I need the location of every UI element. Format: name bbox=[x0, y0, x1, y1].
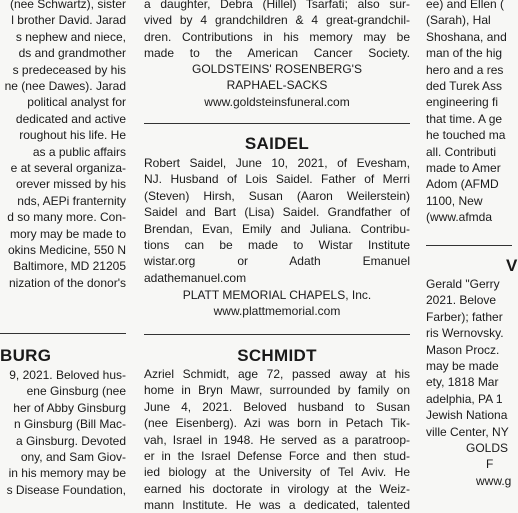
notice-line: Jewish Nationa bbox=[426, 408, 508, 423]
notice-line: ville Center, NY bbox=[426, 424, 509, 439]
notice-line: nization of the donor's bbox=[8, 275, 126, 290]
middle-divider-1 bbox=[144, 123, 410, 124]
notice-line: d so many more. Con- bbox=[7, 210, 126, 225]
funeral-home-line: www.goldsteinsfuneral.com bbox=[204, 94, 350, 109]
notice-line: roughout his life. He bbox=[19, 128, 126, 143]
notice-line: nds, AEPi franternity bbox=[17, 193, 126, 208]
notice-line: dren. Contributions in his memory may be bbox=[144, 29, 410, 44]
notice-line: adathemanuel.com bbox=[144, 270, 247, 285]
right-heading: V bbox=[506, 256, 518, 275]
notice-line: Robert Saidel, June 10, 2021, of Evesham, bbox=[144, 156, 410, 170]
notice-line: (Steven) Hirsh, Susan (Aaron Weilerstein) bbox=[144, 188, 410, 203]
notice-line: Adom (AFMD bbox=[426, 177, 499, 192]
notice-line: her of Abby Ginsburg bbox=[13, 400, 126, 415]
saidel-heading: SAIDEL bbox=[244, 134, 310, 153]
notice-line: NJ. Husband of Lois Saidel. Father of Merri bbox=[144, 172, 410, 187]
notice-line: man of the hig bbox=[426, 46, 503, 61]
funeral-home-line: www.g bbox=[476, 473, 512, 488]
schmidt-heading: SCHMIDT bbox=[237, 346, 317, 365]
notice-line: he touched ma bbox=[426, 128, 506, 143]
notice-line: ded Turek Ass bbox=[426, 79, 503, 93]
middle-column bbox=[144, 0, 410, 512]
notice-line: vived by 4 grandchildren & 4 great-grandchil- bbox=[144, 13, 410, 28]
notice-line: (nee Schwartz), sister bbox=[9, 0, 126, 11]
notice-line: June 4, 2021. Beloved husband to Susan bbox=[144, 399, 410, 414]
notice-line: as a public affairs bbox=[32, 144, 126, 159]
funeral-home-line: PLATT MEMORIAL CHAPELS, Inc. bbox=[182, 288, 372, 302]
notice-line: ds and grandmother bbox=[18, 46, 126, 61]
notice-line: all. Contributi bbox=[426, 144, 497, 159]
notice-line: wistar.org or Adath Emanuel bbox=[144, 254, 410, 269]
notice-line: may be made bbox=[426, 359, 499, 373]
notice-line: s Disease Foundation, bbox=[6, 482, 126, 497]
notice-line: political analyst for bbox=[27, 95, 126, 110]
notice-line: mann Institute. He was a dedicated, talented bbox=[144, 498, 410, 513]
notice-line: (www.afmda bbox=[426, 210, 493, 225]
notice-line: (Sarah), Hal bbox=[426, 13, 491, 28]
notice-line: 2021. Belove bbox=[426, 293, 497, 308]
middle-divider-2 bbox=[144, 334, 410, 335]
notice-line: mory may be made to bbox=[9, 226, 126, 241]
funeral-home-line: RAPHAEL-SACKS bbox=[226, 78, 328, 93]
notice-line: Azriel Schmidt, age 72, passed away at his bbox=[144, 367, 410, 381]
notice-line: made to Amer bbox=[426, 161, 501, 175]
notice-line: n Ginsburg (Bill Mac- bbox=[13, 417, 126, 432]
notice-line: dedicated and active bbox=[15, 111, 126, 126]
notice-line: adelphia, PA 1 bbox=[426, 391, 503, 406]
right-column bbox=[426, 0, 518, 512]
notice-line: vah, Israel in 1948. He served as a paratroop- bbox=[144, 432, 410, 447]
notice-line: earned his doctorate in virology at the Weiz- bbox=[144, 481, 410, 496]
right-divider bbox=[426, 245, 512, 246]
notice-line: in his memory may be bbox=[8, 466, 126, 481]
left-column bbox=[0, 0, 128, 512]
notice-line: ety, 1818 Mar bbox=[426, 375, 499, 390]
left-divider bbox=[0, 333, 126, 334]
notice-line: 9, 2021. Beloved hus- bbox=[9, 368, 126, 382]
funeral-home-line: GOLDS bbox=[466, 441, 509, 455]
notice-line: a daughter, Debra (Hillel) Tsarfati; also sur- bbox=[144, 0, 410, 11]
notice-line: ee) and Ellen ( bbox=[426, 0, 505, 11]
notice-line: that time. A ge bbox=[426, 111, 503, 126]
notice-line: engineering fi bbox=[426, 95, 499, 110]
funeral-home-line: www.plattmemorial.com bbox=[213, 304, 341, 319]
notice-line: Farber); father bbox=[426, 309, 503, 324]
notice-line: ied biology at the University of Tel Aviv. He bbox=[144, 465, 410, 480]
notice-line: s predeceased by his bbox=[12, 62, 126, 77]
notice-line: er in the Israel Defense Force and then stud- bbox=[144, 449, 410, 463]
funeral-home-line: F bbox=[486, 457, 494, 472]
notice-line: okins Medicine, 550 N bbox=[7, 243, 126, 257]
notice-line: e at several organiza- bbox=[10, 161, 126, 175]
notice-line: Gerald "Gerry bbox=[426, 277, 500, 291]
notice-line: made to the American Cancer Society. bbox=[144, 46, 410, 61]
notice-line: Shoshana, and bbox=[426, 29, 507, 44]
notice-line: s nephew and niece, bbox=[15, 29, 126, 44]
notice-line: l brother David. Jarad bbox=[11, 13, 126, 28]
notice-line: Baltimore, MD 21205 bbox=[13, 259, 126, 274]
notice-line: ne (nee Dawes). Jarad bbox=[4, 79, 126, 93]
notice-line: orever missed by his bbox=[15, 177, 126, 192]
notice-line: Saidel and Bart (Lisa) Saidel. Grandfather of bbox=[144, 205, 410, 220]
notice-line: home in Bryn Mawr, surrounded by family on bbox=[144, 383, 410, 398]
notice-line: ene Ginsburg (nee bbox=[26, 384, 126, 399]
notice-line: 1100, New bbox=[426, 193, 483, 208]
left-heading: BURG bbox=[0, 346, 52, 365]
notice-line: tions can be made to Wistar Institute bbox=[144, 238, 410, 252]
notice-line: hero and a res bbox=[426, 62, 504, 77]
notice-line: (nee Eisenberg). Azi was born in Petach Tik- bbox=[144, 416, 410, 431]
notice-line: ris Wernovsky. bbox=[426, 326, 504, 341]
notice-line: Brendan, Evan, Emily and Juliana. Contribu- bbox=[144, 221, 410, 236]
notice-line: ony, and Sam Giov- bbox=[20, 450, 126, 464]
notice-line: Mason Procz. bbox=[426, 342, 500, 357]
notice-line: a Ginsburg. Devoted bbox=[15, 433, 126, 448]
funeral-home-line: GOLDSTEINS' ROSENBERG'S bbox=[192, 62, 362, 76]
